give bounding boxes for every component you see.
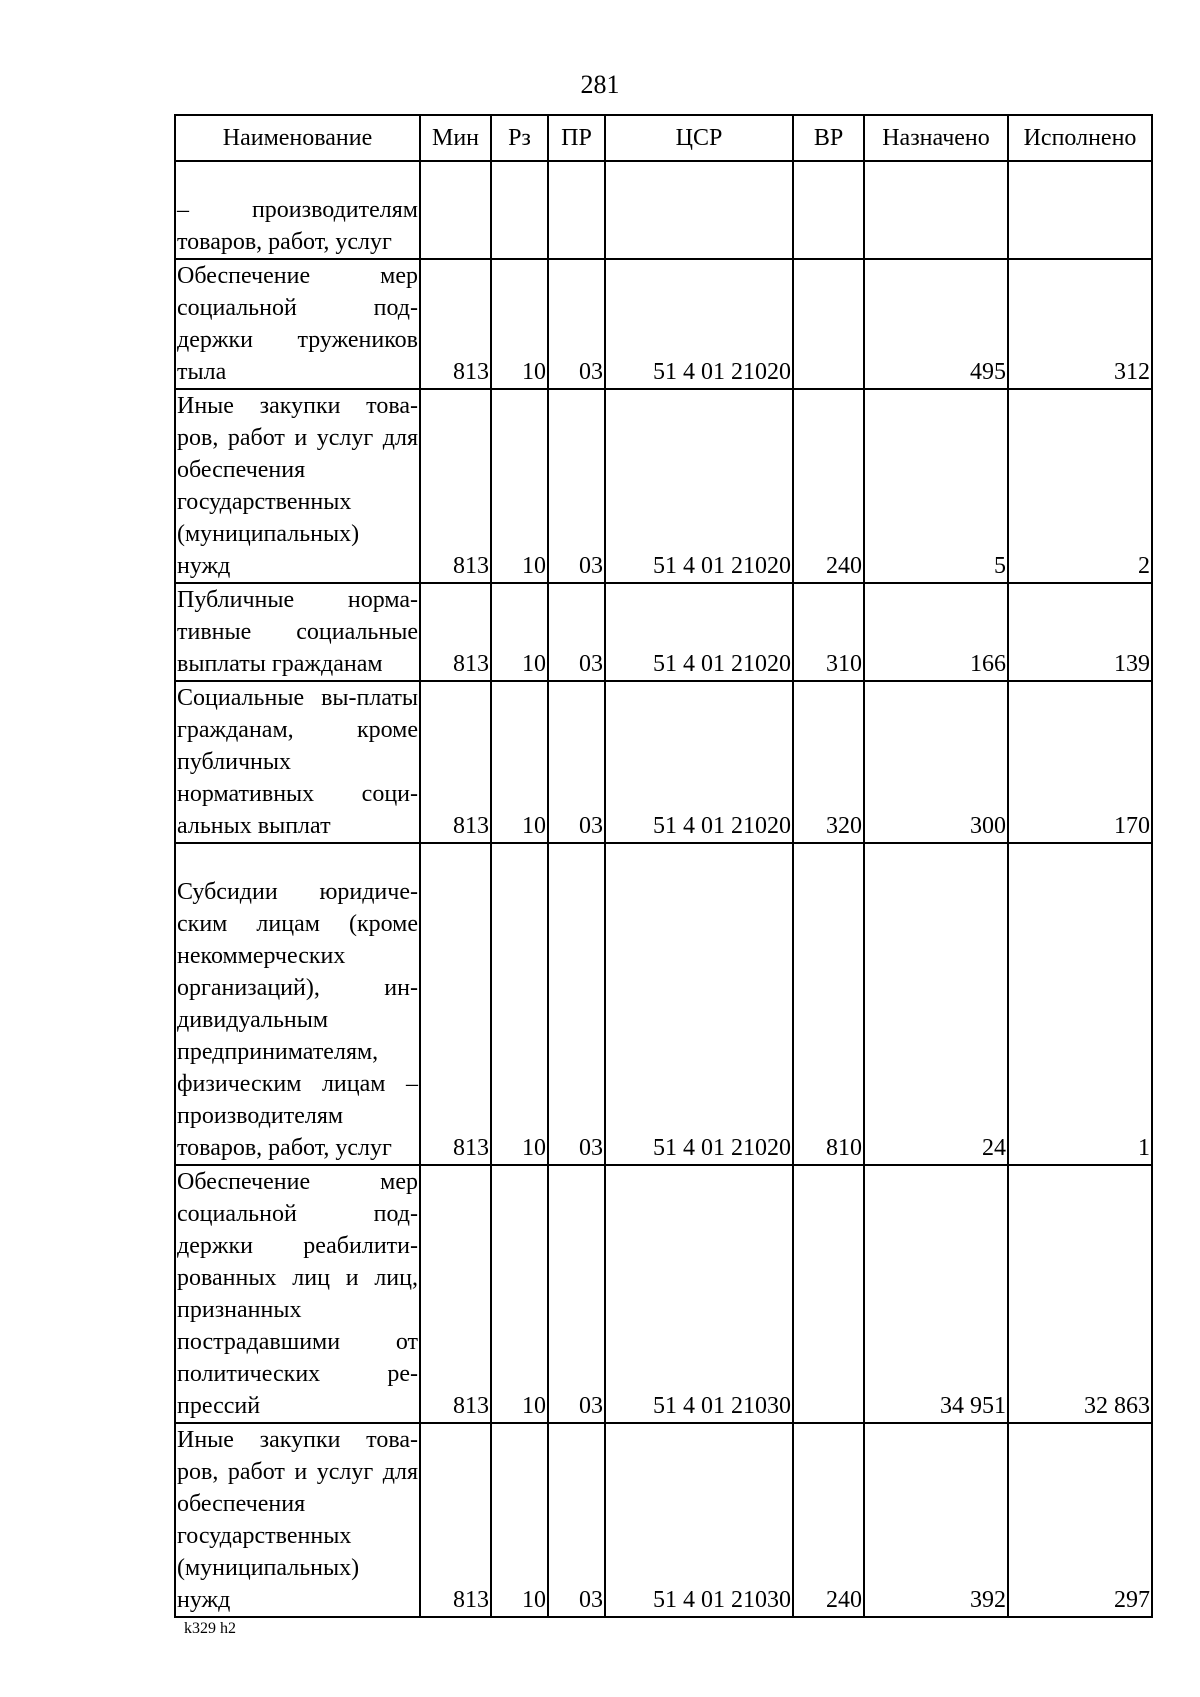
row-rz: 10 <box>491 389 548 583</box>
table-row <box>175 161 1152 259</box>
row-executed: 2 <box>1008 389 1152 583</box>
row-csr: 51 4 01 21020 <box>605 681 793 843</box>
row-pr: 03 <box>548 1423 605 1617</box>
row-rz: 10 <box>491 583 548 681</box>
row-executed: 32 863 <box>1008 1165 1152 1423</box>
header-vr: ВР <box>793 115 864 161</box>
table-row <box>175 583 1152 681</box>
row-vr: 320 <box>793 681 864 843</box>
row-pr: 03 <box>548 1165 605 1423</box>
row-min: 813 <box>420 681 491 843</box>
table-row <box>175 259 1152 389</box>
row-assigned: 5 <box>864 389 1008 583</box>
row-min: 813 <box>420 1423 491 1617</box>
row-executed: 312 <box>1008 259 1152 389</box>
table-header-row <box>175 115 1152 161</box>
row-vr: 810 <box>793 843 864 1165</box>
row-name: Обеспечение мер социальной под-держки реабилити-рованных лиц и лиц, признанных пострадавшими от политических ре-прессий <box>175 1165 420 1423</box>
row-csr: 51 4 01 21030 <box>605 1165 793 1423</box>
row-csr <box>605 161 793 259</box>
row-assigned: 34 951 <box>864 1165 1008 1423</box>
row-name: Иные закупки това-ров, работ и услуг для обеспечения государственных (муниципальных) нужд <box>175 389 420 583</box>
footer-code: k329 h2 <box>184 1620 236 1637</box>
row-name: – производителям товаров, работ, услуг <box>175 161 420 259</box>
row-executed: 1 <box>1008 843 1152 1165</box>
row-pr: 03 <box>548 843 605 1165</box>
row-name: Иные закупки това-ров, работ и услуг для обеспечения государственных (муниципальных) нужд <box>175 1423 420 1617</box>
row-executed: 139 <box>1008 583 1152 681</box>
row-assigned: 24 <box>864 843 1008 1165</box>
row-vr: 240 <box>793 1423 864 1617</box>
table-row <box>175 389 1152 583</box>
row-rz <box>491 161 548 259</box>
row-rz: 10 <box>491 1165 548 1423</box>
row-vr <box>793 1165 864 1423</box>
row-min <box>420 161 491 259</box>
table-row <box>175 843 1152 1165</box>
row-min: 813 <box>420 843 491 1165</box>
row-pr: 03 <box>548 259 605 389</box>
page-number: 281 <box>580 70 620 99</box>
row-vr: 310 <box>793 583 864 681</box>
row-rz: 10 <box>491 259 548 389</box>
row-assigned: 392 <box>864 1423 1008 1617</box>
row-name: Социальные вы-платы гражданам, кроме публичных нормативных соци-альных выплат <box>175 681 420 843</box>
row-executed: 170 <box>1008 681 1152 843</box>
row-executed: 297 <box>1008 1423 1152 1617</box>
table-row <box>175 1165 1152 1423</box>
header-executed: Исполнено <box>1008 115 1152 161</box>
row-vr: 240 <box>793 389 864 583</box>
row-min: 813 <box>420 259 491 389</box>
row-assigned: 300 <box>864 681 1008 843</box>
row-rz: 10 <box>491 681 548 843</box>
row-assigned: 166 <box>864 583 1008 681</box>
row-assigned <box>864 161 1008 259</box>
row-name: Публичные норма-тивные социальные выплаты гражданам <box>175 583 420 681</box>
header-min: Мин <box>420 115 491 161</box>
row-assigned: 495 <box>864 259 1008 389</box>
row-vr <box>793 259 864 389</box>
row-pr: 03 <box>548 389 605 583</box>
row-rz: 10 <box>491 843 548 1165</box>
row-csr: 51 4 01 21030 <box>605 1423 793 1617</box>
row-min: 813 <box>420 1165 491 1423</box>
header-name: Наименование <box>175 115 420 161</box>
row-min: 813 <box>420 389 491 583</box>
budget-table <box>174 114 1153 1618</box>
row-executed <box>1008 161 1152 259</box>
table-row <box>175 1423 1152 1617</box>
row-rz: 10 <box>491 1423 548 1617</box>
header-rz: Рз <box>491 115 548 161</box>
row-min: 813 <box>420 583 491 681</box>
row-pr: 03 <box>548 681 605 843</box>
row-vr <box>793 161 864 259</box>
header-pr: ПР <box>548 115 605 161</box>
row-name: Субсидии юридиче-ским лицам (кроме некоммерческих организаций), ин-дивидуальным предпринимателям, физическим лицам – производителям товаров, работ, услуг <box>175 843 420 1165</box>
row-csr: 51 4 01 21020 <box>605 389 793 583</box>
row-pr <box>548 161 605 259</box>
header-csr: ЦСР <box>605 115 793 161</box>
row-csr: 51 4 01 21020 <box>605 259 793 389</box>
row-csr: 51 4 01 21020 <box>605 583 793 681</box>
table-row <box>175 681 1152 843</box>
row-csr: 51 4 01 21020 <box>605 843 793 1165</box>
row-pr: 03 <box>548 583 605 681</box>
row-name: Обеспечение мер социальной под-держки тружеников тыла <box>175 259 420 389</box>
header-assigned: Назначено <box>864 115 1008 161</box>
